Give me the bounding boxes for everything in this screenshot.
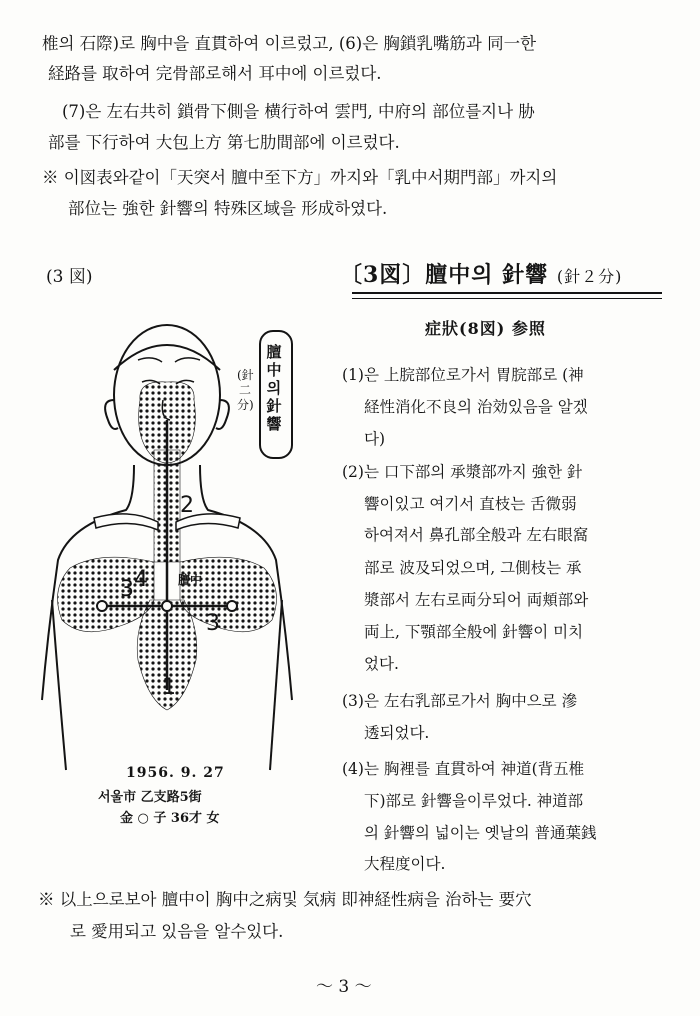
intro-line-2: 経路를 取하여 完骨部로해서 耳中에 이르렀다. (48, 64, 382, 83)
caption-title-note: (針２分) (556, 267, 623, 286)
region-number-4: 4 (134, 567, 148, 592)
description-line: 下)部로 針響을이루었다. 神道部 (364, 792, 584, 810)
intro-line-4: 部를 下行하여 大包上方 第七肋間部에 이르렀다. (48, 133, 400, 152)
stamp-name: 金 ○ 子 36才 女 (120, 811, 220, 826)
right-nipple-point (227, 601, 237, 611)
figure-caption-title (340, 258, 622, 289)
region-number-3-right: 3 (206, 611, 220, 636)
conclusion-line-1: ※ 以上으로보아 膻中이 胸中之病및 気病 即神経性病을 治하는 要穴 (38, 890, 532, 909)
description-line: 響이있고 여기서 直枝는 舌微弱 (364, 495, 577, 513)
acupuncture-figure (30, 300, 340, 840)
tag-sub-text: (針二分) (237, 368, 254, 412)
region-number-3-left: 3 (120, 577, 134, 602)
description-line: (1)은 上脘部位로가서 胃脘部로 (神 (342, 366, 584, 384)
description-line: 의 針響의 넓이는 옛날의 普通葉銭 (364, 824, 597, 842)
left-nipple-point (97, 601, 107, 611)
description-line: 었다. (364, 655, 399, 673)
page-number: ～ 3 ～ (316, 977, 372, 997)
description-line: (2)는 口下部의 承漿部까지 強한 針 (342, 463, 583, 481)
region-number-1: 1 (162, 675, 176, 700)
description-line: 漿部서 左右로両分되어 両頬部와 (364, 591, 589, 609)
tanzhong-label: 膻中 (178, 573, 203, 587)
description-line: 다) (364, 430, 386, 448)
meridian-lines (102, 420, 232, 690)
description-line: 部로 波及되었으며, 그側枝는 承 (364, 559, 582, 577)
intro-line-3: (7)은 左右共히 鎖骨下側을 横行하여 雲門, 中府의 部位를지나 胁 (62, 102, 535, 121)
intro-line-6: 部位는 強한 針響의 特殊区域을 形成하였다. (68, 199, 388, 218)
conclusion-line-2: 로 愛用되고 있음을 알수있다. (70, 922, 284, 941)
stamp-date: 1956. 9. 27 (126, 765, 225, 781)
description-line: (3)은 左右乳部로가서 胸中으로 滲 (342, 692, 578, 710)
stamp-address: 서울市 乙支路5街 (98, 790, 202, 805)
figure-label: (3 図) (46, 267, 93, 287)
description-line: 透되었다. (364, 724, 430, 742)
description-line: 大程度이다. (364, 855, 446, 873)
description-line: 하여져서 鼻孔部全般과 左右眼窩 (364, 526, 589, 544)
intro-line-5: ※ 이図表와같이「天突서 膻中至下方」까지와「乳中서期門部」까지의 (42, 168, 558, 187)
description-line: 経性消化不良의 治効있음을 알겠 (364, 398, 588, 416)
description-line: (4)는 胸裡를 直貫하여 神道(背五椎 (342, 760, 585, 778)
caption-underline (352, 292, 662, 299)
caption-title-text: 〔3図〕膻中의 針響 (340, 262, 549, 288)
intro-line-1: 椎의 石際)로 胸中을 直貫하여 이르렀고, (6)은 胸鎖乳嘴筋과 同一한 (42, 34, 537, 53)
tag-main-text: 膻中의針響 (266, 343, 282, 433)
tanzhong-point (162, 601, 172, 611)
figure-subheading: 症狀(8図) 参照 (425, 319, 546, 338)
region-number-2: 2 (180, 493, 194, 518)
description-line: 両上, 下顎部全般에 針響이 미치 (364, 623, 584, 641)
